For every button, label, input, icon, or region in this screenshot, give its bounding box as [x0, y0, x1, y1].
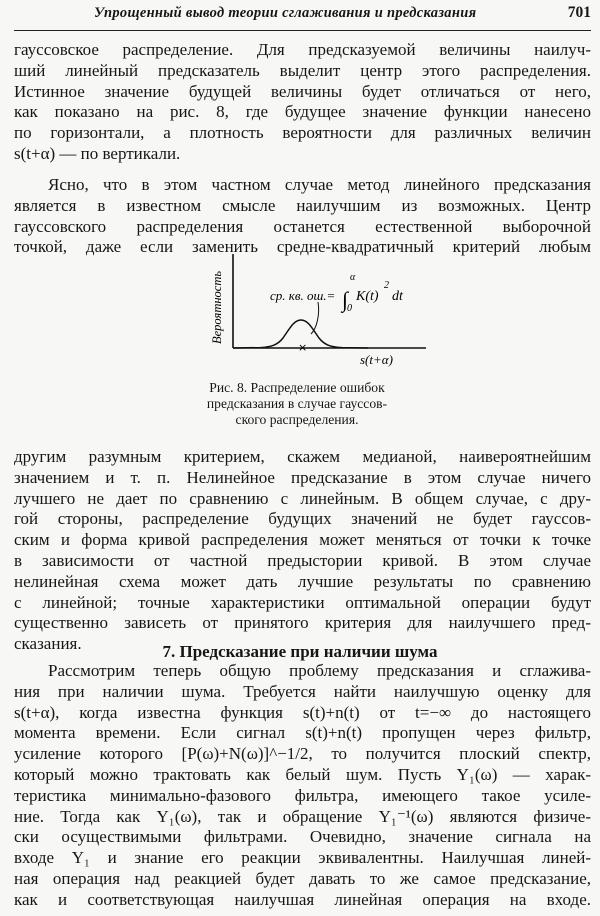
text-line: Рассмотрим теперь общую проблему предсказания и сглажива- — [48, 661, 591, 680]
paragraph-3 — [14, 447, 591, 655]
text-line: по горизонтали, а плотность вероятности для различных величин — [14, 123, 591, 143]
text-line: ния при наличии шума. Требуется найти наилучшую оценку для — [14, 681, 591, 701]
integral-sign: ∫ — [342, 287, 349, 312]
running-header — [14, 0, 591, 31]
text-line: Истинное значение будущей величины будет отличаться от него, — [14, 81, 591, 101]
text-line: сказания. — [14, 634, 82, 654]
text-line: в зависимости от частной предыстории кривой. В этом случае — [14, 550, 591, 570]
caption-line: ского распределения. — [235, 412, 359, 428]
running-title: Упрощенный вывод теории сглаживания и предсказания — [94, 5, 477, 21]
y-axis-label: Вероятность — [210, 270, 224, 344]
integral-lower-limit: 0 — [347, 303, 352, 314]
text-line: ским и форма кривой распределения может меняться от точки к точке — [14, 530, 591, 550]
text-line: ная операция над реакцией будет давать то же самое предсказание, — [14, 868, 591, 888]
page-number: 701 — [567, 4, 591, 21]
text-line: который можно трактовать как белый шум. Пусть Y₁(ω) — харак- — [14, 764, 591, 784]
text-line: ски осуществимыми фильтрами. Очевидно, значение сигнала на — [14, 827, 591, 847]
text-line: с линейной; точные характеристики оптимальной операции будут — [14, 592, 591, 612]
gaussian-error-plot — [190, 252, 430, 370]
caption-line: предсказания в случае гауссов- — [206, 396, 388, 412]
center-mark-icon: × — [298, 341, 308, 354]
caption-line: Рис. 8. Распределение ошибок — [209, 380, 385, 395]
text-line: лучшего не дает по сравнению с линейным. В общем случае, с дру- — [14, 488, 591, 508]
figure-8 — [190, 252, 430, 370]
integral-upper-limit: α — [350, 272, 356, 283]
text-line: гауссовского распределения останется естественной выборочной — [14, 216, 591, 236]
paragraph-1 — [14, 40, 591, 165]
x-axis-label: s(t+α) — [360, 352, 393, 367]
text-line: ние. Тогда как Y₁(ω), так и обращение Y₁⁻¹(ω) являются физиче- — [14, 806, 591, 826]
text-line: усиление которого [P(ω)+N(ω)]^−1/2, то получится плоский спектр, — [14, 744, 591, 764]
paragraph-4 — [14, 661, 591, 911]
text-line: как показано на рис. 8, где будущее значение функции нанесено — [14, 102, 591, 122]
integrand: K(t) — [356, 289, 379, 304]
text-line: момента времени. Если сигнал s(t)+n(t) пропущен через фильтр, — [14, 723, 591, 743]
text-line: значением и т. п. Нелинейное предсказание в этом случае ничего — [14, 467, 591, 487]
integrand-exponent: 2 — [384, 280, 389, 291]
annotation-label: ср. кв. ош.= — [270, 288, 336, 303]
text-line: s(t+α), когда известна функция s(t)+n(t) от t=−∞ до настоящего — [14, 702, 591, 722]
text-line: другим разумным критерием, скажем медианой, наивероятнейшим — [14, 447, 591, 466]
section-heading: 7. Предсказание при наличии шума — [162, 642, 438, 661]
text-line: гауссовское распределение. Для предсказуемой величины наилуч- — [14, 40, 591, 59]
text-line: теристика минимально-фазового фильтра, имеющего такое усиле- — [14, 785, 591, 805]
differential: dt — [392, 289, 403, 304]
text-line: Ясно, что в этом частном случае метод линейного предсказания — [48, 175, 591, 194]
text-line: входе Y₁ и знание его реакции эквивалентны. Наилучшая линей- — [14, 848, 591, 868]
text-line: ший линейный предсказатель выделит центр этого распределения. — [14, 60, 591, 80]
text-line: гой стороны, распределение будущих значений не будет гауссов- — [14, 509, 591, 529]
text-line: является в известном смысле наилучшим из возможных. Центр — [14, 195, 591, 215]
figure-caption — [171, 380, 423, 429]
paragraph-2 — [14, 175, 591, 258]
text-line: как и соответствующая наилучшая линейная операция на входе. — [14, 889, 591, 909]
text-line: нелинейная схема может дать лучшие результаты по сравнению — [14, 571, 591, 591]
text-line: точкой, даже если заменить средне-квадратичный критерий любым — [14, 237, 591, 257]
text-line: существенно зависеть от принятого критерия для наилучшего пред- — [14, 613, 591, 633]
text-line: s(t+α) — по вертикали. — [14, 143, 181, 163]
